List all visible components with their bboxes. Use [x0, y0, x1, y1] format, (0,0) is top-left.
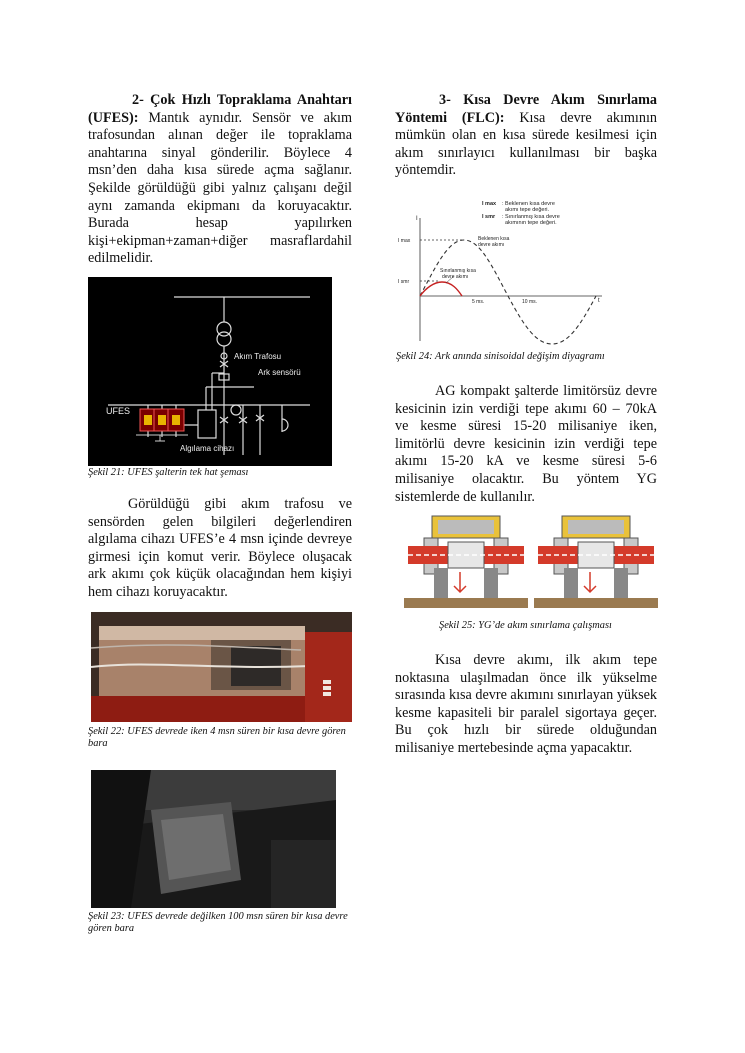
limited-current-curve: [420, 282, 462, 296]
legend-ismr-text-2: akımının tepe değeri.: [505, 220, 557, 226]
paragraph-ag-compact: AG kompakt şalterde limitörsüz devre kesicinin izin verdiği tepe akımı 60 – 70kA ve kesme süresi 15-20 milisaniye iken, limitörlü devre kesicinin izin verdiği tepe akımı 15-20 kA ve kesme süresi 5-6 milisaniye olacaktır. Bu yöntem YG sistemlerde de kullanılır.: [395, 383, 657, 505]
flc-heading: 3- Kısa Devre Akım Sınırlama Yöntemi (FLC):: [395, 92, 657, 126]
tick-10ms: 10 ms.: [522, 299, 538, 305]
figure-22-caption: Şekil 22: UFES devrede iken 4 msn süren bir kısa devre gören bara: [88, 726, 346, 750]
label-ark-sensoru: Ark sensörü: [258, 368, 301, 377]
current-limiting-svg: [404, 510, 658, 614]
ufes-body: Mantık aynıdır. Sensör ve akım trafosundan alınan değer ile topraklama anahtarına sinyal gönderilir. Böylece 4 msn’den daha kısa sürede açma sağlanır. Şekilde görüldüğü gibi yalnız çalışanı değil aynı zamanda ekipmanı da koruyacaktır. Burada hesap yapılırken kişi+ekipman+zaman+diğer masraflardahil edilmelidir.: [88, 109, 353, 267]
expected-curve-label-1: Beklenen kısa: [478, 236, 510, 242]
figure-21-caption: Şekil 21: UFES şalterin tek hat şeması: [88, 467, 249, 478]
figure-23-caption: Şekil 23: UFES devrede değilken 100 msn süren bir kısa devre gören bara: [88, 911, 348, 935]
figure-25-caption: Şekil 25: YG’de akım sınırlama çalışması: [439, 620, 612, 631]
sine-diagram-svg: [396, 196, 626, 346]
legend-ismr-symbol: I smr: [482, 214, 496, 220]
imax-tick: I max: [398, 238, 411, 244]
label-algilama-cihazi: Algılama cihazı: [180, 444, 235, 453]
figure-24-sine-diagram: [396, 196, 626, 346]
limited-curve-label-1: Sınırlanmış kısa: [440, 268, 476, 274]
y-axis-label: I: [416, 216, 418, 222]
figure-21-single-line-diagram: [88, 277, 332, 466]
expected-curve-label-2: devre akımı: [478, 242, 505, 248]
flc-body: Kısa devre akımının mümkün olan en kısa sürede kesilmesi için akım sınırlayıcı kullanılması bir başka yöntemdir.: [395, 109, 658, 179]
legend-imax-symbol: I max: [482, 201, 497, 207]
tick-5ms: 5 ms.: [472, 299, 485, 305]
paragraph-ufes-explanation: Görüldüğü gibi akım trafosu ve sensörden gelen bilgileri değerlendiren algılama cihazı UFES’e 4 msn içinde devreye girmesi için komut verir. Böylece oluşacak ark akımı çok küçük olacağından hem kişiyi hem cihazı koruyacaktır.: [88, 496, 352, 600]
legend-imax-text-1: : Beklenen kısa devre: [502, 201, 555, 207]
label-akim-trafosu: Akım Trafosu: [234, 352, 282, 361]
ufes-heading: 2- Çok Hızlı Topraklama Anahtarı (UFES):: [88, 92, 352, 126]
busbar-photo-4ms: [91, 612, 352, 722]
section-flc: [395, 92, 657, 180]
ismr-tick: I smr: [398, 279, 410, 285]
expected-current-curve: [420, 240, 596, 344]
legend-imax-text-2: akımı tepe değeri.: [505, 207, 550, 213]
ufes-paragraph: [88, 92, 352, 268]
figure-24-caption: Şekil 24: Ark anında sinisoidal değişim diyagramı: [396, 351, 605, 362]
limited-curve-label-2: devre akımı: [442, 274, 469, 280]
legend-ismr-text-1: : Sınırlanmış kısa devre: [502, 214, 560, 220]
single-line-diagram-svg: [88, 277, 332, 466]
label-ufes: UFES: [106, 406, 131, 416]
busbar-photo-100ms: [91, 770, 336, 908]
x-axis-label: t: [598, 298, 600, 304]
flc-paragraph: [395, 92, 657, 180]
figure-23-photo: [91, 770, 336, 908]
figure-25-current-limiting: [404, 510, 658, 614]
paragraph-parallel-fuse: Kısa devre akımı, ilk akım tepe noktasına ulaşılmadan önce ilk yükselme sırasında kısa devre akımını sınırlayan yüksek kesme kapasiteli bir paralel sigortaya geçer. Bu çok hızlı bir sürede olduğundan milisaniye mertebesinde açma yapacaktır.: [395, 652, 658, 756]
section-ufes: [88, 92, 352, 268]
figure-22-photo: [91, 612, 352, 722]
